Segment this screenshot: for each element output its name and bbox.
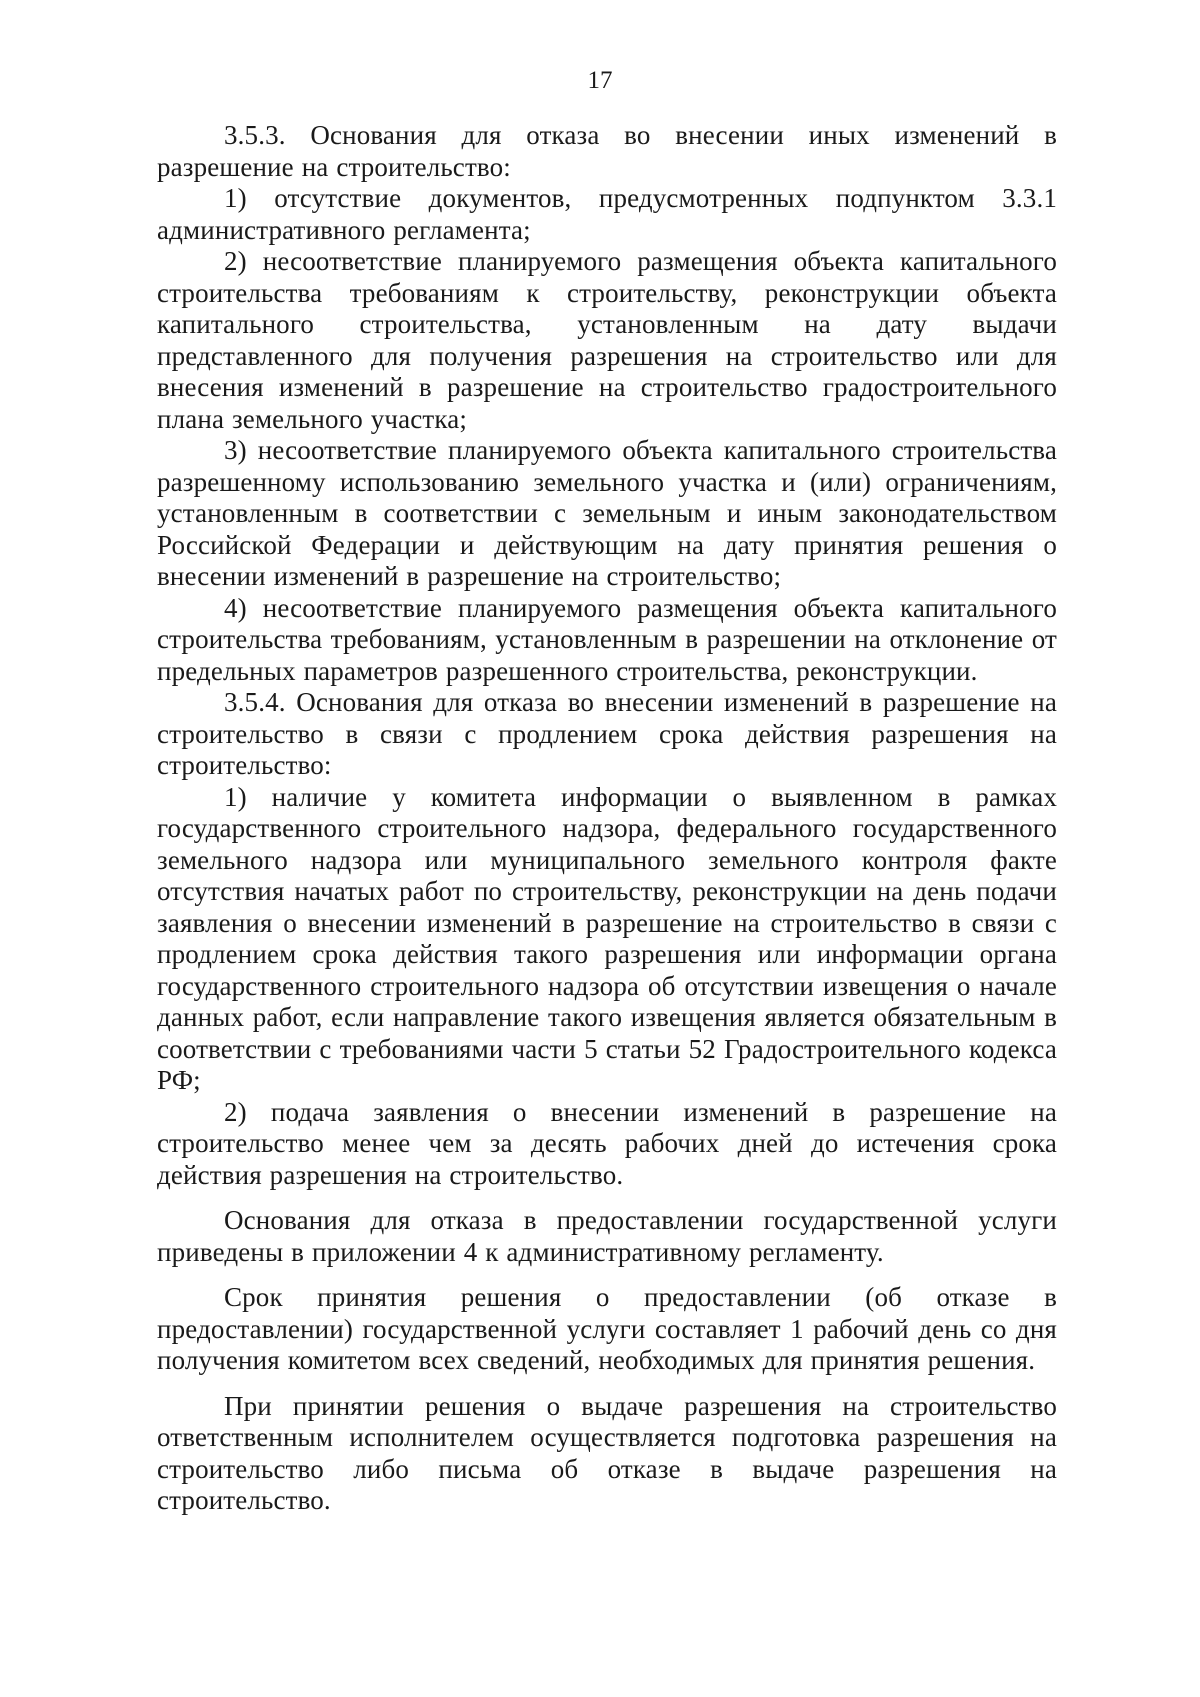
paragraph-refusal-grounds: Основания для отказа в предоставлении государственной услуги приведены в приложении 4 к административному регламенту.: [157, 1205, 1057, 1267]
paragraph-3-5-3: 3.5.3. Основания для отказа во внесении иных изменений в разрешение на строительство:: [157, 120, 1057, 182]
paragraph-3-5-4-item-2: 2) подача заявления о внесении изменений в разрешение на строительство менее чем за десять рабочих дней до истечения срока действия разрешения на строительство.: [157, 1096, 1057, 1190]
paragraph-decision-issuance: При принятии решения о выдаче разрешения на строительство ответственным исполнителем осуществляется подготовка разрешения на строительство либо письма об отказе в выдаче разрешения на строительство.: [157, 1390, 1057, 1515]
paragraph-3-5-4-item-1: 1) наличие у комитета информации о выявленном в рамках государственного строительного надзора, федерального государственного земельного надзора или муниципального земельного контроля факте отсутствия начатых работ по строительству, реконструкции на день подачи заявления о внесении изменений в разрешение на строительство в связи с продлением срока действия такого разрешения или информации органа государственного строительного надзора об отсутствии извещения о начале данных работ, если направление такого извещения является обязательным в соответствии с требованиями части 5 статьи 52 Градостроительного кодекса РФ;: [157, 781, 1057, 1095]
paragraph-3-5-3-item-4: 4) несоответствие планируемого размещения объекта капитального строительства требованиям, установленным в разрешении на отклонение от предельных параметров разрешенного строительства, реконструкции.: [157, 592, 1057, 686]
paragraph-3-5-3-item-3: 3) несоответствие планируемого объекта капитального строительства разрешенному использованию земельного участка и (или) ограничениям, установленным в соответствии с земельным и иным законодательством Российской Федерации и действующим на дату принятия решения о внесении изменений в разрешение на строительство;: [157, 435, 1057, 591]
page-number: 17: [587, 67, 613, 94]
paragraph-3-5-3-item-1: 1) отсутствие документов, предусмотренных подпунктом 3.3.1 административного регламента;: [157, 183, 1057, 245]
paragraph-3-5-4: 3.5.4. Основания для отказа во внесении изменений в разрешение на строительство в связи с продлением срока действия разрешения на строительство:: [157, 687, 1057, 780]
paragraph-3-5-3-item-2: 2) несоответствие планируемого размещения объекта капитального строительства требованиям к строительству, реконструкции объекта капитального строительства, установленным на дату выдачи представленного для получения разрешения на строительство или для внесения изменений в разрешение на строительство градостроительного плана земельного участка;: [157, 246, 1057, 434]
document-body: [157, 120, 1057, 1517]
paragraph-decision-term: Срок принятия решения о предоставлении (об отказе в предоставлении) государственной услуги составляет 1 рабочий день со дня получения комитетом всех сведений, необходимых для принятия решения.: [157, 1282, 1057, 1375]
